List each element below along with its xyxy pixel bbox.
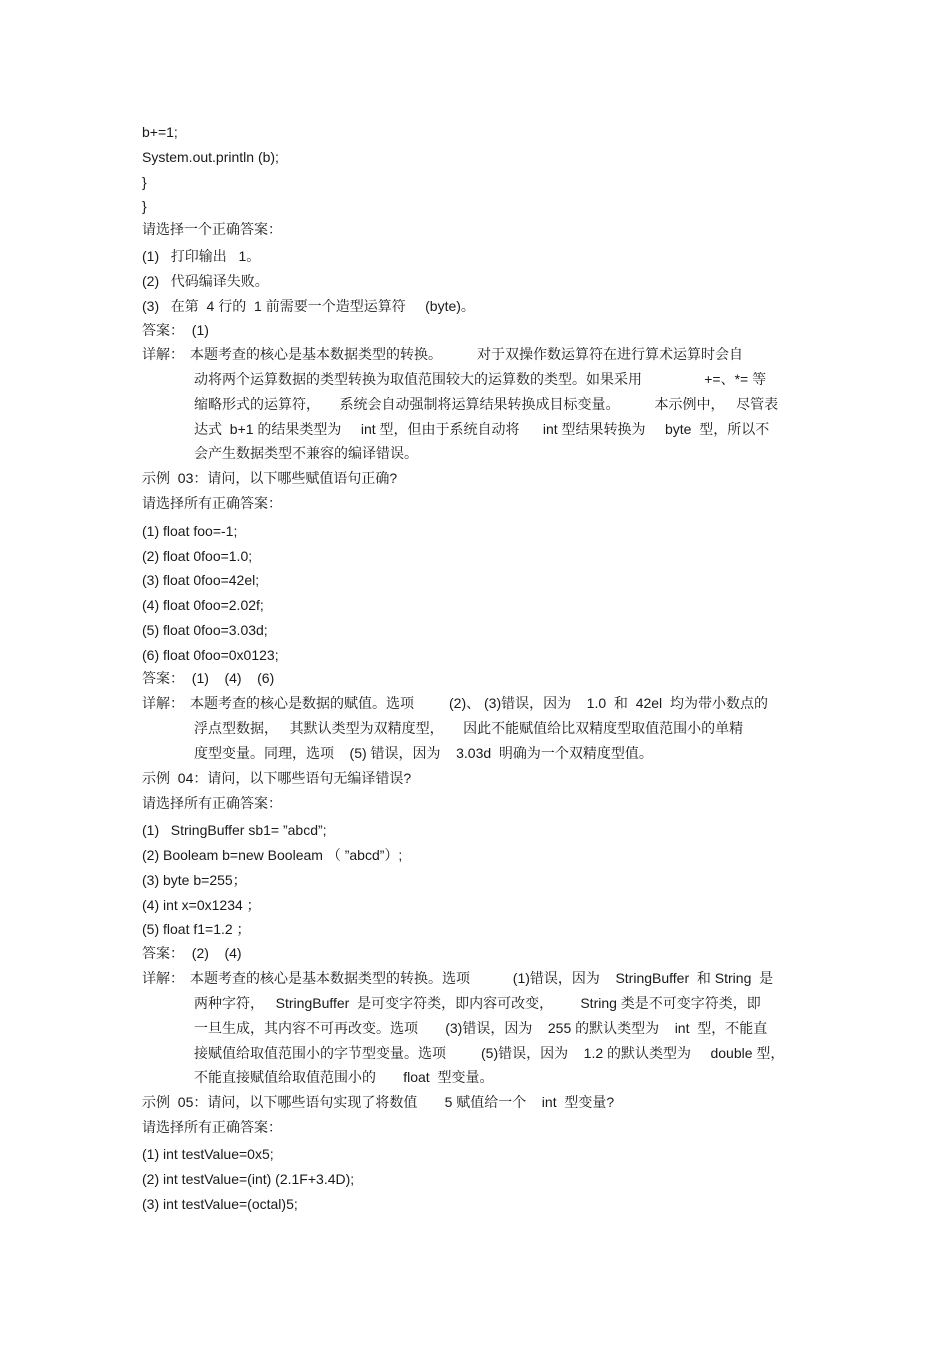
detail-text: 缩略形式的运算符， 系统会自动强制将运算结果转换成目标变量。 本示例中， 尽管表 xyxy=(194,396,779,412)
detail-text: 两种字符， StringBuffer 是可变字符类，即内容可改变， String 类是不可变字符类，即 xyxy=(194,995,761,1011)
option-line: (1) int testValue=0x5; xyxy=(142,1146,274,1162)
detail-text: 本题考查的核心是数据的赋值。选项 (2)、 (3)错误，因为 1.0 和 42el 均为带小数点的 xyxy=(190,695,768,711)
detail-text: 达式 b+1 的结果类型为 int 型，但由于系统自动将 int 型结果转换为 byte 型，所以不 xyxy=(194,421,770,437)
option-line: (5) float f1=1.2 ； xyxy=(142,921,251,937)
code-line: } xyxy=(142,174,147,190)
example-heading: 示例 03：请问，以下哪些赋值语句正确? xyxy=(142,470,398,486)
detail-text: 动将两个运算数据的类型转换为取值范围较大的运算数的类型。如果采用 +=、*= 等 xyxy=(194,371,767,387)
option-line: (2) float 0foo=1.0; xyxy=(142,548,253,564)
detail-text: 会产生数据类型不兼容的编译错误。 xyxy=(194,445,418,461)
detail-label: 详解： xyxy=(142,695,184,711)
code-line: b+=1; xyxy=(142,124,178,140)
option-line: (4) int x=0x1234 ； xyxy=(142,897,261,913)
option-line: (6) float 0foo=0x0123; xyxy=(142,647,279,663)
option-line: (1) float foo=-1; xyxy=(142,523,238,539)
example-heading: 示例 04：请问，以下哪些语句无编译错误? xyxy=(142,770,412,786)
detail-label: 详解： xyxy=(142,346,184,362)
option-line: (3) float 0foo=42el; xyxy=(142,572,260,588)
code-line: System.out.println (b); xyxy=(142,149,279,165)
answer-line: 答案： (1) (4) (6) xyxy=(142,670,275,686)
detail-label: 详解： xyxy=(142,970,184,986)
answer-line: 答案： (1) xyxy=(142,322,209,338)
option-line: (2) int testValue=(int) (2.1F+3.4D); xyxy=(142,1171,355,1187)
example-heading: 示例 05：请问，以下哪些语句实现了将数值 5 赋值给一个 int 型变量? xyxy=(142,1094,615,1110)
option-line: (3) 在第 4 行的 1 前需要一个造型运算符 (byte)。 xyxy=(142,298,475,314)
answer-line: 答案： (2) (4) xyxy=(142,945,242,961)
question-prompt: 请选择所有正确答案： xyxy=(142,795,282,811)
option-line: (3) byte b=255； xyxy=(142,872,247,888)
question-prompt: 请选择所有正确答案： xyxy=(142,1119,282,1135)
option-line: (2) 代码编译失败。 xyxy=(142,273,269,289)
option-line: (1) 打印输出 1。 xyxy=(142,248,261,264)
detail-text: 度型变量。同理，选项 (5) 错误，因为 3.03d 明确为一个双精度型值。 xyxy=(194,745,653,761)
detail-text: 浮点型数据， 其默认类型为双精度型， 因此不能赋值给比双精度型取值范围小的单精 xyxy=(194,720,744,736)
question-prompt: 请选择一个正确答案： xyxy=(142,221,282,237)
option-line: (5) float 0foo=3.03d; xyxy=(142,622,268,638)
detail-text: 接赋值给取值范围小的字节型变量。选项 (5)错误，因为 1.2 的默认类型为 double 型， xyxy=(194,1045,785,1061)
option-line: (1) StringBuffer sb1= ”abcd”; xyxy=(142,822,327,838)
option-line: (3) int testValue=(octal)5; xyxy=(142,1196,298,1212)
detail-text: 本题考查的核心是基本数据类型的转换。选项 (1)错误，因为 StringBuffer 和 String 是 xyxy=(190,970,774,986)
detail-text: 一旦生成，其内容不可再改变。选项 (3)错误，因为 255 的默认类型为 int 型，不能直 xyxy=(194,1020,768,1036)
question-prompt: 请选择所有正确答案： xyxy=(142,495,282,511)
code-line: } xyxy=(142,198,147,214)
option-line: (2) Booleam b=new Booleam （ ”abcd”）; xyxy=(142,847,403,863)
detail-text: 本题考查的核心是基本数据类型的转换。 对于双操作数运算符在进行算术运算时会自 xyxy=(190,346,744,362)
detail-text: 不能直接赋值给取值范围小的 float 型变量。 xyxy=(194,1069,494,1085)
option-line: (4) float 0foo=2.02f; xyxy=(142,597,264,613)
